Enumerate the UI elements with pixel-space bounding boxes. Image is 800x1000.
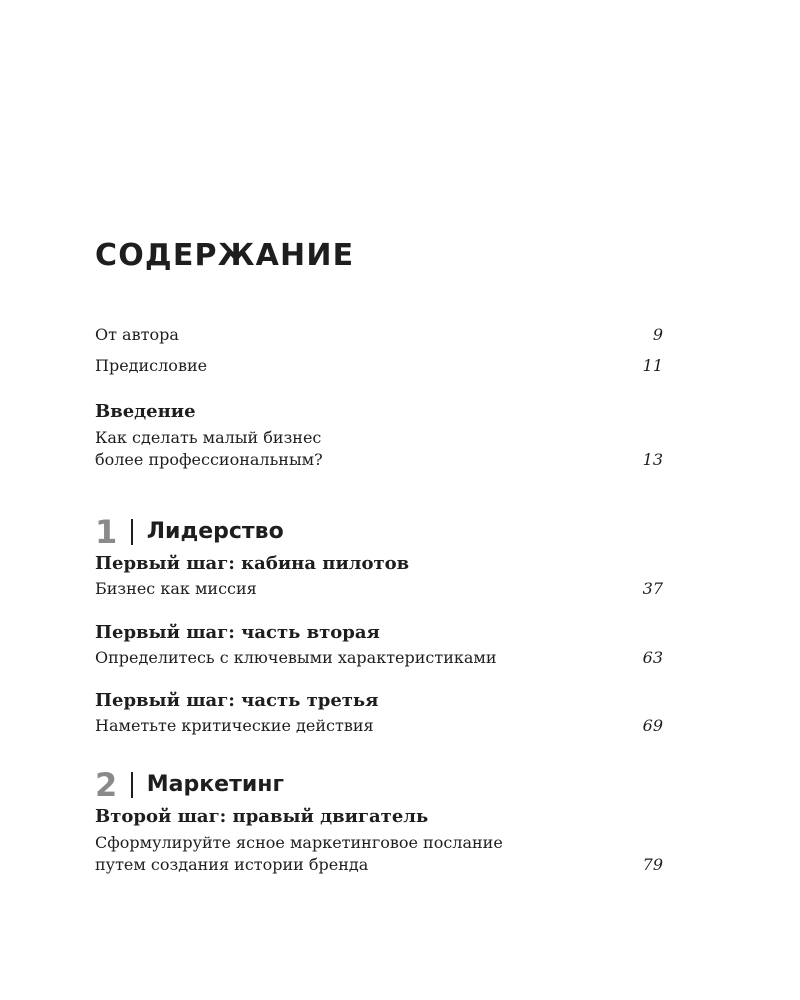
entry-heading: Введение [95,401,196,422]
toc-entry-chapter[interactable] [95,805,663,876]
entry-page-number: 11 [642,356,663,375]
entry-heading: Первый шаг: кабина пилотов [95,553,410,574]
page-title: СОДЕРЖАНИЕ [95,238,355,273]
entry-page-number: 13 [642,450,663,469]
part-header-marketing [95,767,284,803]
part-title: Лидерство [146,519,284,544]
entry-subtitle: Бизнес как миссия [95,579,257,598]
entry-heading: Первый шаг: часть третья [95,690,379,711]
entry-page-number: 79 [642,855,663,874]
entry-subtitle-line: Сформулируйте ясное маркетинговое послание [95,833,503,852]
entry-page-number: 63 [642,648,663,667]
entry-page-number: 37 [642,579,663,598]
part-title: Маркетинг [146,772,284,797]
entry-page-number: 9 [652,325,663,344]
entry-label: От автора [95,325,179,344]
part-divider [131,772,133,798]
entry-subtitle-line: Как сделать малый бизнес [95,428,322,447]
part-number: 1 [95,513,118,551]
toc-entry-introduction[interactable] [95,400,663,471]
entry-heading: Первый шаг: часть вторая [95,622,380,643]
entry-page-number: 69 [642,716,663,735]
entry-heading: Второй шаг: правый двигатель [95,806,429,827]
part-number: 2 [95,766,118,804]
entry-subtitle: Наметьте критические действия [95,716,374,735]
entry-subtitle: Определитесь с ключевыми характеристиками [95,648,497,667]
entry-subtitle-line: путем создания истории бренда [95,855,369,874]
entry-subtitle-line: более профессиональным? [95,450,323,469]
entry-label: Предисловие [95,356,208,375]
toc-entry-preface[interactable] [95,355,663,377]
toc-entry-chapter[interactable] [95,689,663,737]
toc-entry-chapter[interactable] [95,552,663,600]
part-divider [131,519,133,545]
toc-entry-from-author[interactable] [95,324,663,346]
toc-entry-chapter[interactable] [95,621,663,669]
part-header-leadership [95,514,284,550]
